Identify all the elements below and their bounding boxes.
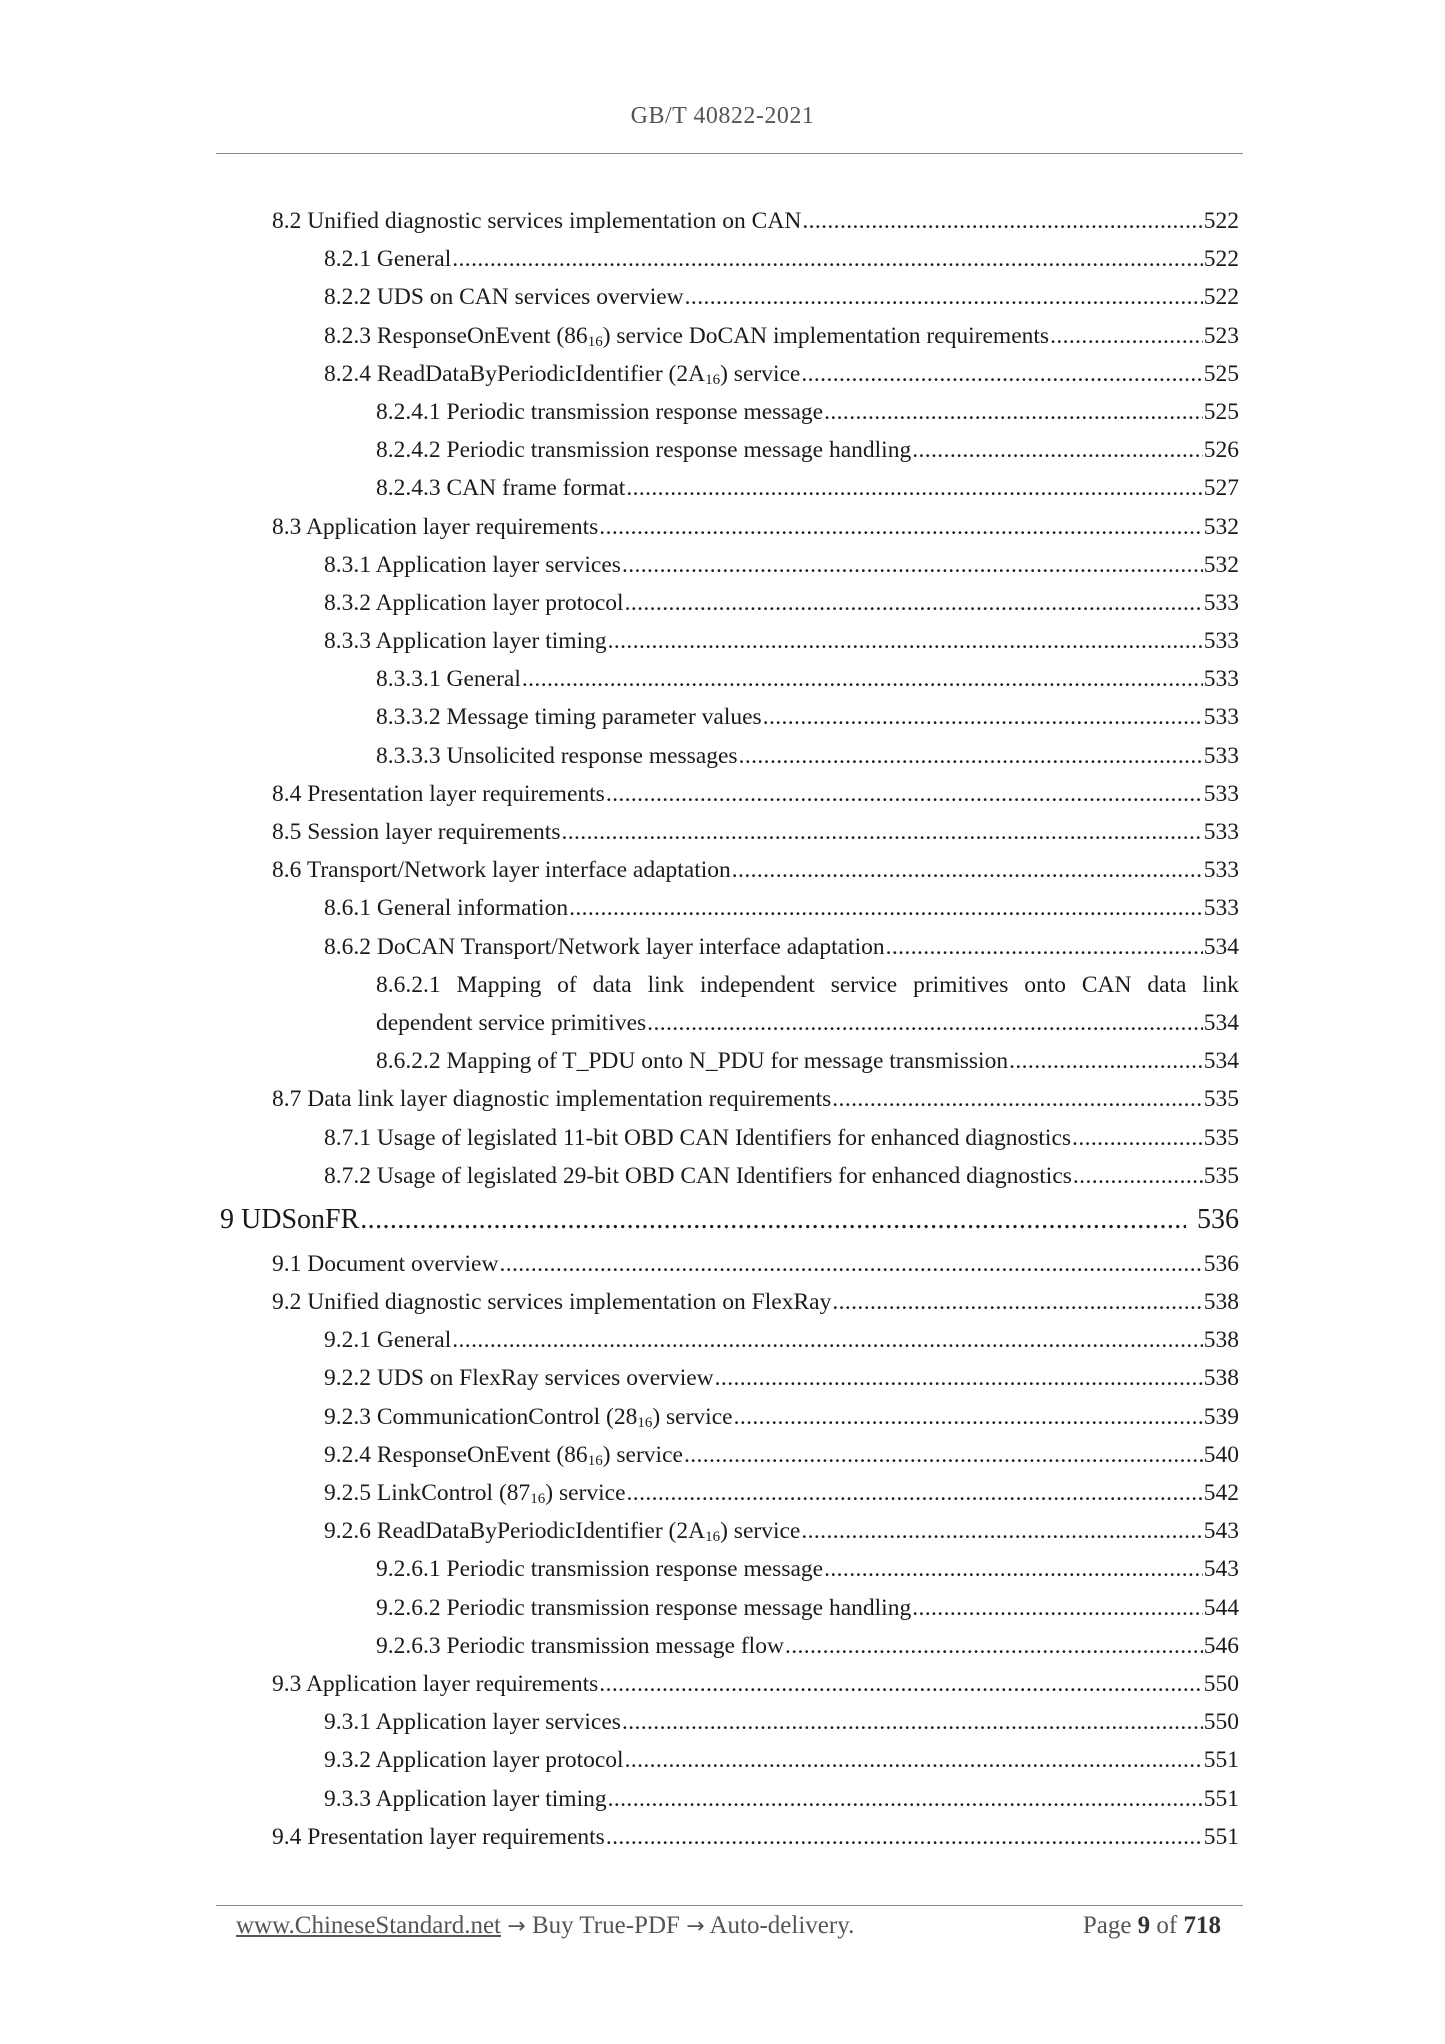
toc-entry-page: 543	[1203, 1556, 1239, 1583]
toc-entry-page: 551	[1203, 1823, 1239, 1850]
toc-entry-title: 9.1 Document overview	[272, 1250, 499, 1277]
toc-entry-page: 550	[1203, 1709, 1239, 1736]
toc-entry[interactable]	[216, 1741, 1239, 1779]
toc-entry-page: 538	[1203, 1327, 1239, 1354]
toc-entry[interactable]	[216, 1157, 1239, 1195]
chinesestandard-link[interactable]: www.ChineseStandard.net	[236, 1912, 501, 1939]
toc-entry-title: 9.4 Presentation layer requirements	[272, 1823, 605, 1850]
footer-left	[236, 1912, 854, 1940]
toc-entry-title: 8.7.2 Usage of legislated 29-bit OBD CAN Identifiers for enhanced diagnostics	[324, 1162, 1072, 1189]
toc-entry[interactable]	[216, 698, 1239, 736]
leader-dots	[912, 431, 1203, 469]
leader-dots	[734, 1398, 1203, 1436]
toc-entry[interactable]	[216, 813, 1239, 851]
toc-entry-page: 522	[1203, 284, 1239, 311]
toc-title-word: onto	[1024, 971, 1066, 998]
toc-entry-title: 8.6.2.2 Mapping of T_PDU onto N_PDU for message transmission	[376, 1048, 1009, 1075]
toc-entry-title: 9.2.4 ResponseOnEvent $(86_{16})$ service	[324, 1441, 683, 1469]
toc-entry-page: 522	[1203, 246, 1239, 273]
header-divider	[216, 153, 1243, 154]
toc-entry-title: 8.3.3 Application layer timing	[324, 628, 607, 655]
toc-title-word: CAN	[1081, 971, 1132, 998]
leader-dots	[622, 1703, 1203, 1741]
toc-entry-title: 8.3.1 Application layer services	[324, 551, 621, 578]
toc-title-word: link	[1202, 971, 1239, 998]
leader-dots	[763, 698, 1203, 736]
toc-entry[interactable]	[216, 1780, 1239, 1818]
toc-entry-title-line1	[376, 966, 1239, 1004]
toc-entry-title: 8.2.2 UDS on CAN services overview	[324, 284, 684, 311]
toc-entry-page: 538	[1203, 1289, 1239, 1316]
toc-entry-page: 527	[1203, 475, 1239, 502]
toc-title-word: primitives	[913, 971, 1009, 998]
auto-delivery-text: Auto-delivery.	[709, 1912, 855, 1939]
leader-dots	[606, 775, 1203, 813]
arrow-right-icon: →	[507, 1914, 526, 1939]
toc-entry-page: 536	[1197, 1203, 1239, 1235]
toc-entry[interactable]	[216, 851, 1239, 889]
toc-entry[interactable]	[216, 1818, 1239, 1856]
toc-entry[interactable]	[216, 1665, 1239, 1703]
toc-entry-title: 9.2.1 General	[324, 1327, 452, 1354]
toc-entry[interactable]	[216, 775, 1239, 813]
leader-dots	[684, 1436, 1203, 1474]
toc-entry-page: 539	[1203, 1403, 1239, 1430]
leader-dots	[912, 1589, 1203, 1627]
toc-entry-page: 543	[1203, 1518, 1239, 1545]
toc-title-word: independent	[699, 971, 815, 998]
toc-entry-title: 9 UDSonFR	[220, 1203, 360, 1235]
toc-entry-page: 542	[1203, 1480, 1239, 1506]
toc-entry-page: 533	[1203, 704, 1239, 731]
toc-entry-page: 526	[1203, 437, 1239, 464]
toc-entry[interactable]	[216, 1589, 1239, 1627]
toc-entry[interactable]	[216, 1359, 1239, 1397]
leader-dots	[832, 1283, 1202, 1321]
leader-dots	[360, 1195, 1186, 1245]
toc-entry-title: 9.3.2 Application layer protocol	[324, 1747, 624, 1774]
toc-entry[interactable]	[216, 1398, 1239, 1436]
leader-dots	[626, 469, 1202, 507]
toc-entry[interactable]	[216, 317, 1239, 355]
toc-entry-title: 9.2.6.2 Periodic transmission response message handling	[376, 1594, 912, 1621]
toc-entry[interactable]	[216, 1042, 1239, 1080]
leader-dots	[622, 546, 1203, 584]
leader-dots	[1072, 1119, 1203, 1157]
toc-entry-page: 525	[1203, 360, 1239, 387]
toc-entry-page: 533	[1203, 589, 1239, 616]
toc-entry[interactable]	[216, 928, 1239, 966]
page-indicator	[1083, 1912, 1221, 1940]
toc-entry-page: 533	[1203, 819, 1239, 845]
leader-dots	[832, 1080, 1202, 1118]
toc-title-word: link	[647, 971, 685, 998]
toc-entry-title: 8.3.2 Application layer protocol	[324, 589, 624, 616]
toc-entry-page: 535	[1203, 1162, 1239, 1189]
toc-entry-title: 8.5 Session layer requirements	[272, 819, 561, 845]
leader-dots	[886, 928, 1203, 966]
toc-entry[interactable]	[216, 889, 1239, 927]
toc-entry-title: 8.2.4.2 Periodic transmission response message handling	[376, 437, 912, 464]
toc-entry[interactable]	[216, 1474, 1239, 1512]
toc-entry[interactable]	[216, 1436, 1239, 1474]
toc-entry[interactable]	[216, 355, 1239, 393]
leader-dots	[452, 240, 1203, 278]
toc-entry-title: 8.6 Transport/Network layer interface adaptation	[272, 857, 731, 884]
toc-entry-page: 534	[1203, 933, 1239, 960]
toc-entry-page: 540	[1203, 1441, 1239, 1468]
toc-title-word: Mapping	[456, 971, 542, 998]
toc-entry[interactable]	[216, 278, 1239, 316]
leader-dots	[1050, 317, 1203, 355]
leader-dots	[608, 1780, 1203, 1818]
table-of-contents	[216, 202, 1239, 1856]
toc-entry[interactable]	[216, 1512, 1239, 1550]
toc-entry[interactable]	[216, 546, 1239, 584]
toc-entry-title: 8.6.2 DoCAN Transport/Network layer interface adaptation	[324, 933, 885, 960]
page-word: Page	[1082, 1912, 1132, 1939]
buy-pdf-text: Buy True-PDF	[531, 1912, 680, 1939]
toc-entry-page: 523	[1203, 322, 1239, 349]
toc-entry-page: 525	[1203, 398, 1239, 425]
toc-entry-title: 8.4 Presentation layer requirements	[272, 780, 605, 807]
toc-entry[interactable]	[216, 1283, 1239, 1321]
toc-entry-page: 522	[1203, 208, 1239, 234]
toc-entry-title: 8.3.3.1 General	[376, 666, 521, 693]
toc-entry-page: 535	[1203, 1086, 1239, 1113]
leader-dots	[824, 1550, 1203, 1588]
toc-chapter-entry[interactable]	[216, 1195, 1239, 1245]
toc-entry-page: 533	[1203, 895, 1239, 922]
toc-entry-page: 538	[1203, 1365, 1239, 1392]
leader-dots	[715, 1359, 1203, 1397]
toc-title-word: service	[830, 971, 898, 998]
toc-entry-title: 9.3.1 Application layer services	[324, 1709, 621, 1736]
toc-entry[interactable]	[216, 431, 1239, 469]
leader-dots	[452, 1321, 1203, 1359]
toc-entry[interactable]	[216, 737, 1239, 775]
leader-dots	[801, 355, 1202, 393]
leader-dots	[801, 1512, 1202, 1550]
toc-entry-page: 533	[1203, 857, 1239, 884]
toc-entry-page: 546	[1203, 1632, 1239, 1659]
leader-dots	[647, 1004, 1203, 1042]
toc-entry-title: 9.3.3 Application layer timing	[324, 1785, 607, 1812]
toc-entry-title: 9.2.3 CommunicationControl $(28_{16})$ service	[324, 1403, 733, 1431]
leader-dots	[625, 584, 1203, 622]
toc-entry-title: 9.3 Application layer requirements	[272, 1670, 599, 1697]
toc-entry[interactable]	[216, 1119, 1239, 1157]
toc-entry[interactable]	[216, 1245, 1239, 1283]
toc-title-word: 8.6.2.1	[376, 971, 441, 998]
toc-entry[interactable]	[216, 1321, 1239, 1359]
toc-entry-title: 9.2.5 LinkControl $(87_{16})$ service	[324, 1480, 626, 1507]
toc-title-word: data	[592, 971, 632, 998]
toc-entry-title: 8.6.1 General information	[324, 895, 569, 922]
toc-entry-title: 8.3 Application layer requirements	[272, 513, 599, 540]
leader-dots	[608, 622, 1203, 660]
document-header: GB/T 40822-2021	[630, 103, 815, 129]
toc-entry[interactable]	[216, 622, 1239, 660]
toc-entry-page: 533	[1203, 742, 1239, 769]
toc-entry-page: 534	[1203, 1009, 1239, 1036]
leader-dots	[599, 1665, 1202, 1703]
leader-dots	[739, 737, 1203, 775]
leader-dots	[1009, 1042, 1203, 1080]
toc-entry[interactable]	[216, 469, 1239, 507]
toc-entry-page: 532	[1203, 551, 1239, 578]
toc-entry-title: 9.2.2 UDS on FlexRay services overview	[324, 1365, 714, 1392]
toc-entry[interactable]	[216, 1080, 1239, 1118]
leader-dots	[785, 1627, 1203, 1665]
leader-dots	[824, 393, 1203, 431]
current-page-number: 9	[1137, 1912, 1151, 1939]
toc-entry[interactable]	[216, 1550, 1239, 1588]
toc-entry[interactable]	[216, 966, 1239, 1042]
toc-entry-page: 532	[1203, 513, 1239, 540]
leader-dots	[522, 660, 1203, 698]
leader-dots	[802, 202, 1202, 240]
toc-entry-title: 9.2 Unified diagnostic services implementation on FlexRay	[272, 1289, 832, 1316]
of-word: of	[1156, 1912, 1178, 1939]
toc-entry-page: 533	[1203, 780, 1239, 807]
toc-entry-title: 8.2.4.1 Periodic transmission response message	[376, 398, 824, 425]
toc-entry[interactable]	[216, 202, 1239, 240]
toc-entry[interactable]	[216, 240, 1239, 278]
toc-entry-title: 8.2.3 ResponseOnEvent $(86_{16})$ service DoCAN implementation requirements	[324, 322, 1050, 350]
toc-entry-title: 8.2.1 General	[324, 246, 452, 273]
toc-entry-page: 551	[1203, 1747, 1239, 1774]
toc-entry[interactable]	[216, 1703, 1239, 1741]
toc-title-word: of	[557, 971, 577, 998]
total-pages: 718	[1183, 1912, 1221, 1939]
toc-entry-page: 550	[1203, 1670, 1239, 1697]
arrow-right-icon: →	[686, 1914, 705, 1939]
toc-entry[interactable]	[216, 393, 1239, 431]
leader-dots	[1073, 1157, 1203, 1195]
leader-dots	[732, 851, 1203, 889]
toc-entry-page: 533	[1203, 666, 1239, 693]
toc-entry-title: 9.2.6 ReadDataByPeriodicIdentifier $(2A_{16})$ service	[324, 1518, 801, 1546]
leader-dots	[685, 278, 1203, 316]
toc-entry-page: 551	[1203, 1785, 1239, 1812]
leader-dots	[625, 1741, 1203, 1779]
leader-dots	[561, 813, 1202, 851]
toc-entry-title: 8.3.3.3 Unsolicited response messages	[376, 742, 738, 769]
toc-entry-title: 9.2.6.3 Periodic transmission message flow	[376, 1632, 784, 1659]
toc-entry-page: 535	[1203, 1124, 1239, 1151]
toc-title-word: data	[1147, 971, 1187, 998]
footer-divider	[216, 1905, 1243, 1906]
leader-dots	[499, 1245, 1202, 1283]
page-footer	[236, 1912, 1221, 1940]
toc-entry-page: 536	[1203, 1250, 1239, 1277]
toc-entry[interactable]	[216, 1627, 1239, 1665]
toc-entry-page: 544	[1203, 1594, 1239, 1621]
toc-entry-title: 8.2.4 ReadDataByPeriodicIdentifier $(2A_{16})$ service	[324, 360, 801, 388]
toc-entry-title: 8.7.1 Usage of legislated 11-bit OBD CAN Identifiers for enhanced diagnostics	[324, 1124, 1072, 1151]
toc-entry-title: 8.3.3.2 Message timing parameter values	[376, 704, 762, 731]
toc-entry-page: 534	[1203, 1048, 1239, 1075]
toc-entry-title: 8.7 Data link layer diagnostic implementation requirements	[272, 1086, 832, 1113]
leader-dots	[627, 1474, 1203, 1512]
toc-entry-title: 8.2.4.3 CAN frame format	[376, 475, 626, 502]
toc-entry[interactable]	[216, 584, 1239, 622]
leader-dots	[569, 889, 1203, 927]
toc-entry-title: dependent service primitives	[376, 1009, 647, 1036]
toc-entry-title: 9.2.6.1 Periodic transmission response message	[376, 1556, 824, 1583]
leader-dots	[606, 1818, 1203, 1856]
toc-entry-title: 8.2 Unified diagnostic services implementation on CAN	[272, 208, 802, 234]
toc-entry[interactable]	[216, 508, 1239, 546]
toc-entry[interactable]	[216, 660, 1239, 698]
toc-entry-page: 533	[1203, 628, 1239, 655]
leader-dots	[599, 508, 1202, 546]
